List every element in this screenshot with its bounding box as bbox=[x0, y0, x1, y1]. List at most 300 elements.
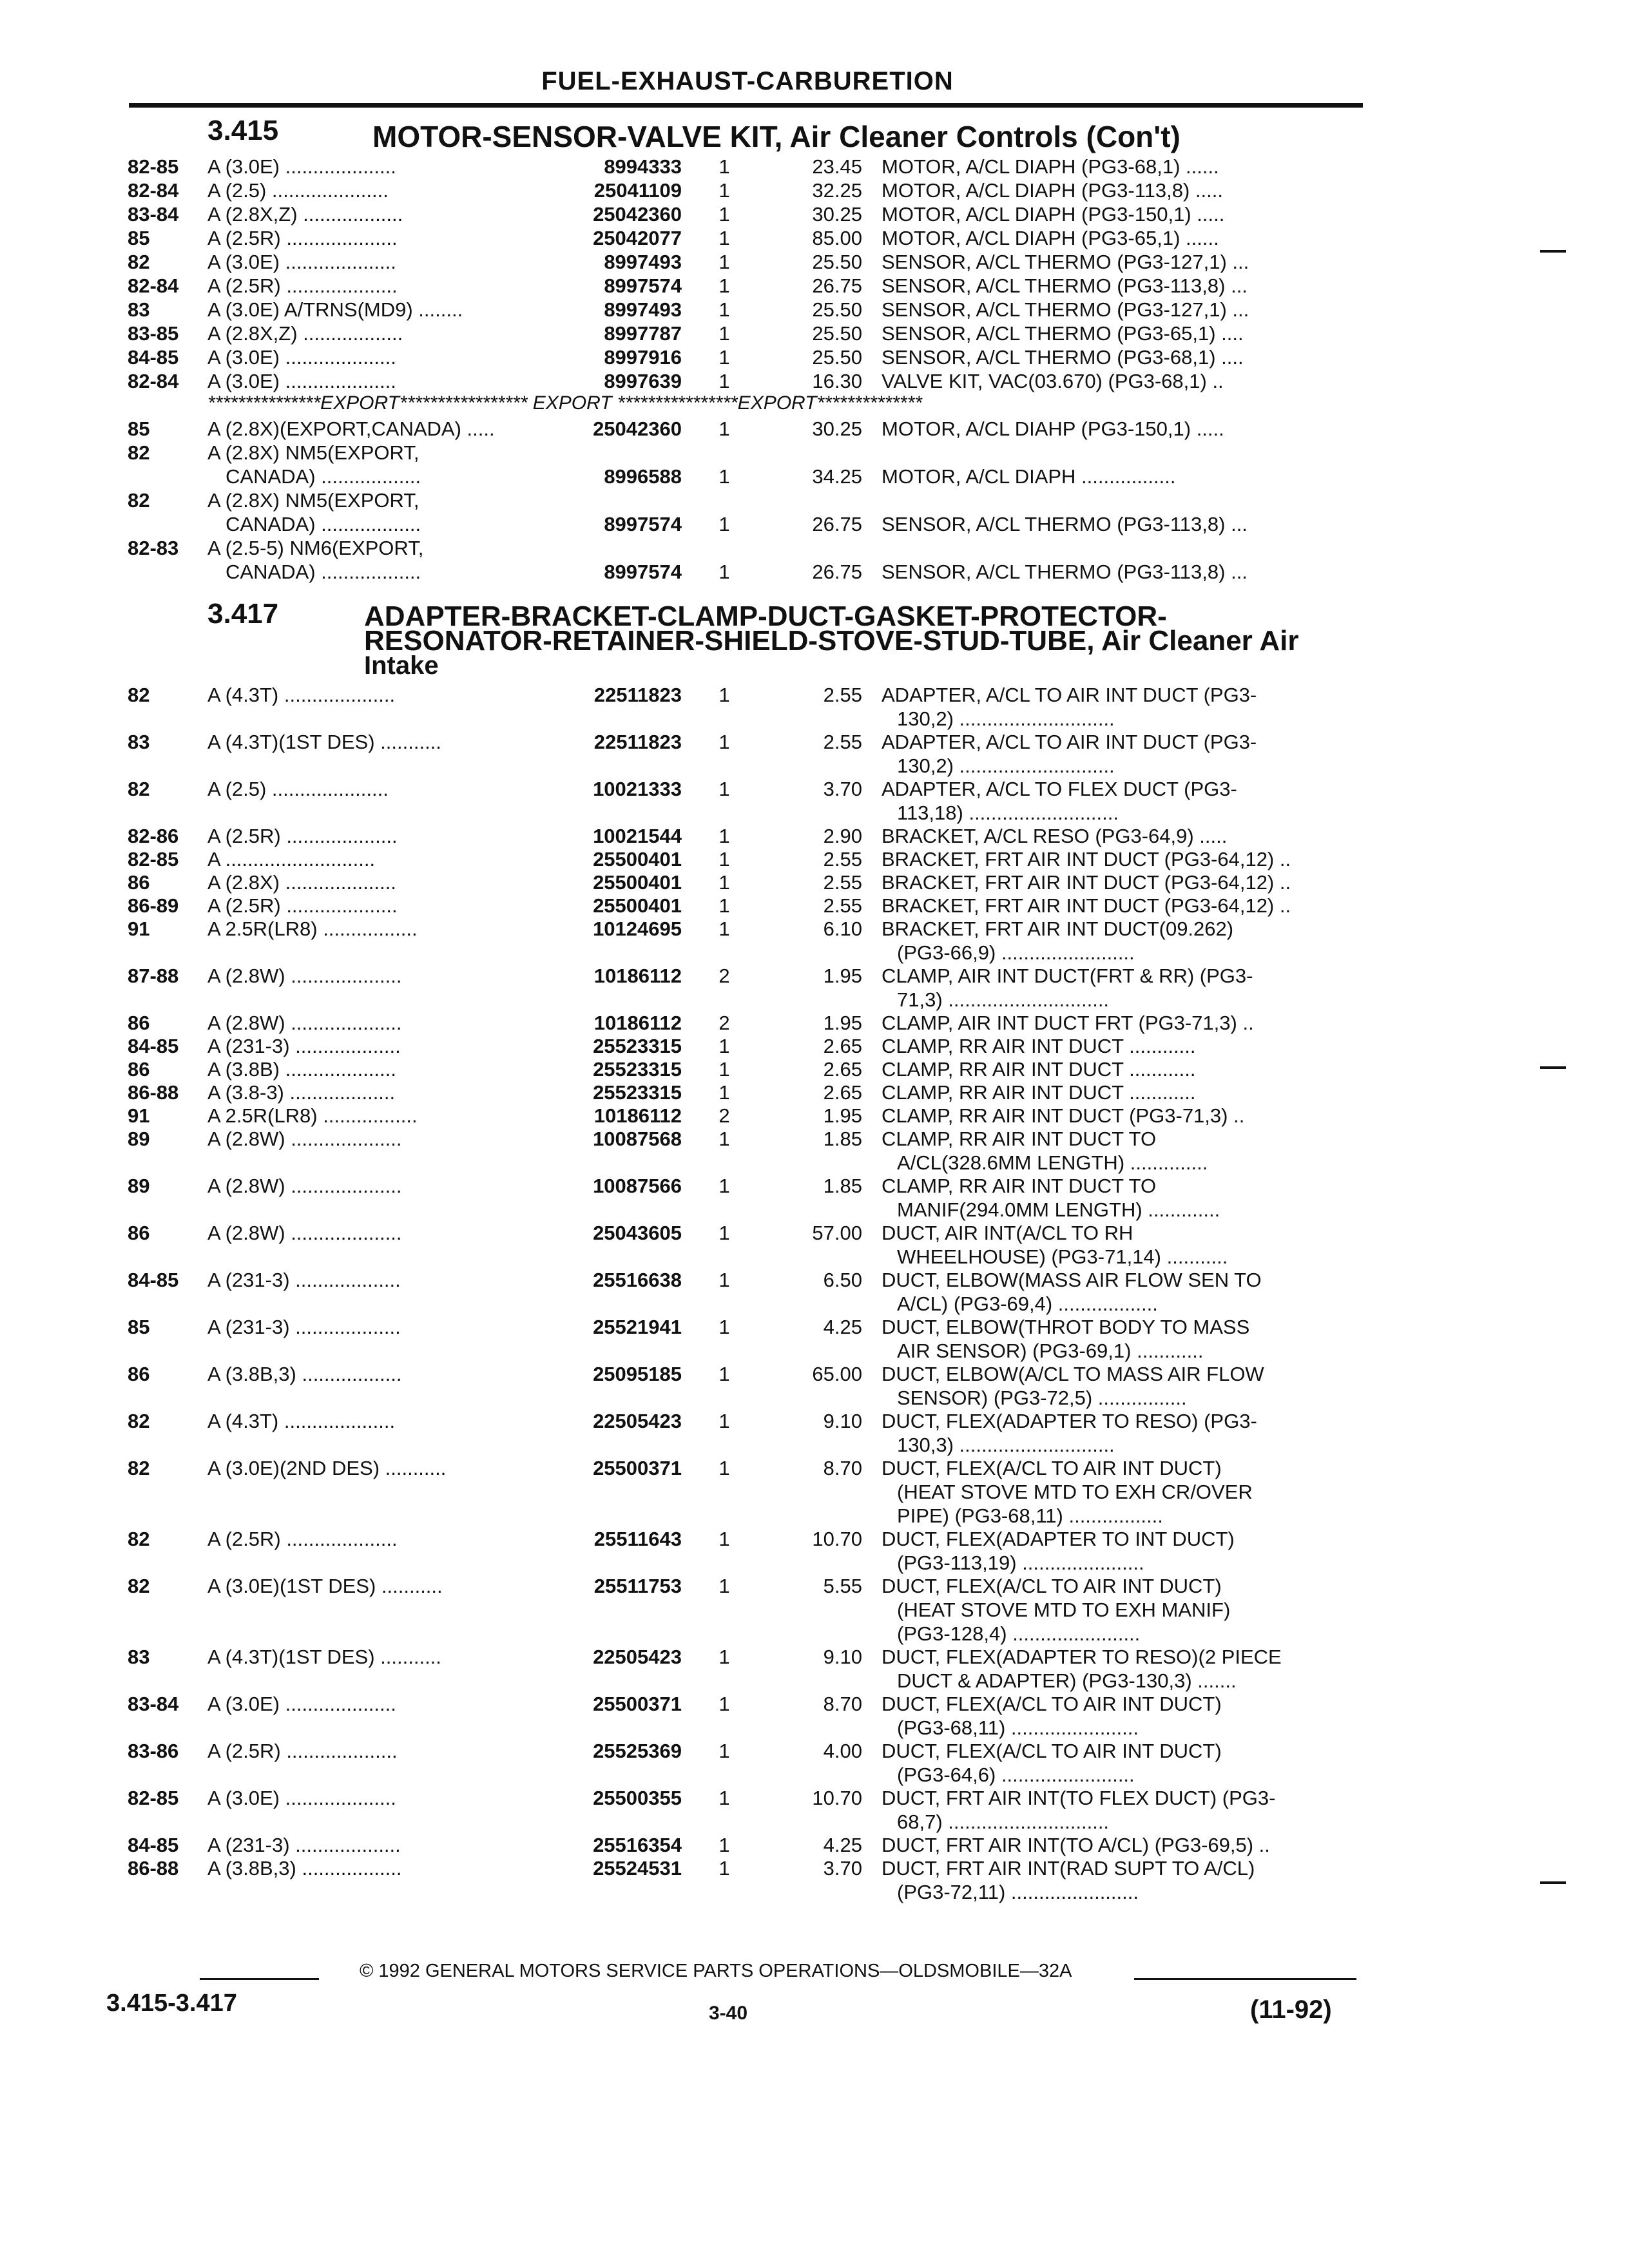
part-number: 25042077 bbox=[593, 227, 682, 249]
description-cont: A/CL) (PG3-69,4) .................. bbox=[897, 1293, 1158, 1315]
description-cont: AIR SENSOR) (PG3-69,1) ............ bbox=[897, 1340, 1204, 1362]
page-title: FUEL-EXHAUST-CARBURETION bbox=[541, 67, 954, 95]
application: A (2.8W) .................... bbox=[207, 1128, 402, 1150]
price: 25.50 bbox=[812, 251, 862, 273]
description: DUCT, FLEX(ADAPTER TO INT DUCT) bbox=[882, 1528, 1235, 1550]
model-years: 82 bbox=[128, 489, 150, 512]
quantity: 1 bbox=[718, 561, 730, 583]
model-years: 82-85 bbox=[128, 1787, 179, 1809]
description-cont: 130,2) ............................ bbox=[897, 707, 1115, 730]
description: DUCT, FLEX(A/CL TO AIR INT DUCT) bbox=[882, 1693, 1222, 1715]
model-years: 82 bbox=[128, 1457, 150, 1479]
description: MOTOR, A/CL DIAPH (PG3-113,8) ..... bbox=[882, 179, 1224, 202]
part-number: 25523315 bbox=[593, 1035, 682, 1057]
part-number: 25511753 bbox=[593, 1575, 682, 1597]
quantity: 1 bbox=[718, 1316, 730, 1338]
footer-date: (11-92) bbox=[1250, 1995, 1332, 2024]
quantity: 1 bbox=[718, 684, 730, 706]
quantity: 1 bbox=[718, 465, 730, 488]
model-years: 82 bbox=[128, 684, 150, 706]
description-cont: 68,7) ............................. bbox=[897, 1811, 1110, 1833]
part-number: 25525369 bbox=[593, 1740, 682, 1762]
application: A (3.0E) .................... bbox=[207, 1693, 396, 1715]
quantity: 1 bbox=[718, 1787, 730, 1809]
quantity: 1 bbox=[718, 1081, 730, 1104]
price: 2.55 bbox=[823, 894, 862, 917]
part-number: 25043605 bbox=[593, 1222, 682, 1244]
description: CLAMP, RR AIR INT DUCT ............ bbox=[882, 1081, 1196, 1104]
model-years: 84-85 bbox=[128, 346, 179, 369]
description-cont: 130,3) ............................ bbox=[897, 1434, 1115, 1456]
model-years: 85 bbox=[128, 227, 150, 249]
model-years: 83 bbox=[128, 298, 150, 321]
model-years: 84-85 bbox=[128, 1834, 179, 1856]
part-number: 10186112 bbox=[593, 1104, 682, 1127]
quantity: 1 bbox=[718, 1740, 730, 1762]
part-number: 10087566 bbox=[593, 1175, 682, 1197]
model-years: 82-85 bbox=[128, 848, 179, 870]
description: SENSOR, A/CL THERMO (PG3-113,8) ... bbox=[882, 561, 1248, 583]
part-number: 25095185 bbox=[593, 1363, 682, 1385]
part-number: 25500355 bbox=[593, 1787, 682, 1809]
quantity: 2 bbox=[718, 1104, 730, 1127]
application: A (2.5R) .................... bbox=[207, 1528, 398, 1550]
description-cont: A/CL(328.6MM LENGTH) .............. bbox=[897, 1151, 1208, 1174]
price: 1.85 bbox=[823, 1128, 862, 1150]
price: 8.70 bbox=[823, 1693, 862, 1715]
price: 2.65 bbox=[823, 1035, 862, 1057]
application: A (2.8W) .................... bbox=[207, 1175, 402, 1197]
price: 1.95 bbox=[823, 1104, 862, 1127]
quantity: 1 bbox=[718, 825, 730, 847]
description: MOTOR, A/CL DIAPH (PG3-65,1) ...... bbox=[882, 227, 1219, 249]
price: 30.25 bbox=[812, 418, 862, 440]
price: 2.65 bbox=[823, 1081, 862, 1104]
description: DUCT, FRT AIR INT(RAD SUPT TO A/CL) bbox=[882, 1857, 1255, 1879]
quantity: 1 bbox=[718, 918, 730, 940]
part-number: 8997639 bbox=[604, 370, 682, 392]
description: DUCT, FRT AIR INT(TO FLEX DUCT) (PG3- bbox=[882, 1787, 1276, 1809]
quantity: 1 bbox=[718, 1834, 730, 1856]
model-years: 84-85 bbox=[128, 1269, 179, 1291]
model-years: 82-85 bbox=[128, 155, 179, 178]
price: 4.00 bbox=[823, 1740, 862, 1762]
part-number: 25521941 bbox=[593, 1316, 682, 1338]
application: A (3.8B,3) .................. bbox=[207, 1857, 402, 1879]
application: A (2.5-5) NM6(EXPORT, bbox=[207, 537, 424, 559]
application: A (3.0E) .................... bbox=[207, 346, 396, 369]
part-number: 25516638 bbox=[593, 1269, 682, 1291]
model-years: 82 bbox=[128, 1410, 150, 1432]
model-years: 89 bbox=[128, 1175, 150, 1197]
model-years: 82-84 bbox=[128, 274, 179, 297]
footer-copyright: © 1992 GENERAL MOTORS SERVICE PARTS OPERATIONS—OLDSMOBILE—32A bbox=[360, 1961, 1072, 1981]
quantity: 1 bbox=[718, 1857, 730, 1879]
quantity: 1 bbox=[718, 1222, 730, 1244]
quantity: 1 bbox=[718, 298, 730, 321]
price: 1.95 bbox=[823, 965, 862, 987]
description: BRACKET, FRT AIR INT DUCT (PG3-64,12) .. bbox=[882, 894, 1291, 917]
application: A (231-3) ................... bbox=[207, 1035, 401, 1057]
description: SENSOR, A/CL THERMO (PG3-113,8) ... bbox=[882, 513, 1248, 535]
price: 6.50 bbox=[823, 1269, 862, 1291]
price: 25.50 bbox=[812, 346, 862, 369]
quantity: 1 bbox=[718, 1646, 730, 1668]
model-years: 86 bbox=[128, 1222, 150, 1244]
model-years: 86-88 bbox=[128, 1857, 179, 1879]
quantity: 1 bbox=[718, 1128, 730, 1150]
description: ADAPTER, A/CL TO FLEX DUCT (PG3- bbox=[882, 778, 1237, 800]
part-number: 8996588 bbox=[604, 465, 682, 488]
application: A (2.8W) .................... bbox=[207, 965, 402, 987]
description: VALVE KIT, VAC(03.670) (PG3-68,1) .. bbox=[882, 370, 1224, 392]
description: MOTOR, A/CL DIAHP (PG3-150,1) ..... bbox=[882, 418, 1224, 440]
price: 1.85 bbox=[823, 1175, 862, 1197]
description: CLAMP, RR AIR INT DUCT TO bbox=[882, 1175, 1157, 1197]
quantity: 1 bbox=[718, 1175, 730, 1197]
price: 1.95 bbox=[823, 1012, 862, 1034]
price: 5.55 bbox=[823, 1575, 862, 1597]
part-number: 8997916 bbox=[604, 346, 682, 369]
description-cont: 71,3) ............................. bbox=[897, 988, 1110, 1011]
part-number: 25524531 bbox=[593, 1857, 682, 1879]
quantity: 2 bbox=[718, 1012, 730, 1034]
price: 25.50 bbox=[812, 322, 862, 345]
quantity: 1 bbox=[718, 274, 730, 297]
part-number: 22505423 bbox=[593, 1646, 682, 1668]
application: A ........................... bbox=[207, 848, 376, 870]
quantity: 1 bbox=[718, 370, 730, 392]
part-number: 25500371 bbox=[593, 1457, 682, 1479]
description-cont: (PG3-68,11) ....................... bbox=[897, 1716, 1139, 1739]
description: CLAMP, RR AIR INT DUCT TO bbox=[882, 1128, 1157, 1150]
application: A 2.5R(LR8) ................. bbox=[207, 918, 418, 940]
description-cont: 113,18) ........................... bbox=[897, 802, 1119, 824]
model-years: 82-84 bbox=[128, 179, 179, 202]
price: 4.25 bbox=[823, 1316, 862, 1338]
price: 2.55 bbox=[823, 731, 862, 753]
model-years: 82 bbox=[128, 251, 150, 273]
application: A (3.0E) A/TRNS(MD9) ........ bbox=[207, 298, 463, 321]
part-number: 8997493 bbox=[604, 298, 682, 321]
quantity: 1 bbox=[718, 513, 730, 535]
application: A (3.0E) .................... bbox=[207, 370, 396, 392]
part-number: 22511823 bbox=[593, 684, 682, 706]
footer-section-range: 3.415-3.417 bbox=[106, 1990, 237, 2017]
model-years: 83 bbox=[128, 1646, 150, 1668]
part-number: 25523315 bbox=[593, 1058, 682, 1081]
model-years: 86 bbox=[128, 871, 150, 894]
description: MOTOR, A/CL DIAPH (PG3-68,1) ...... bbox=[882, 155, 1219, 178]
part-number: 10021544 bbox=[593, 825, 682, 847]
quantity: 1 bbox=[718, 731, 730, 753]
price: 8.70 bbox=[823, 1457, 862, 1479]
model-years: 91 bbox=[128, 918, 150, 940]
application: A (4.3T)(1ST DES) ........... bbox=[207, 731, 441, 753]
model-years: 86-89 bbox=[128, 894, 179, 917]
section-title-line: Intake bbox=[364, 651, 439, 680]
price: 26.75 bbox=[812, 274, 862, 297]
model-years: 82 bbox=[128, 778, 150, 800]
price: 57.00 bbox=[812, 1222, 862, 1244]
model-years: 86 bbox=[128, 1012, 150, 1034]
application: A (2.8X) NM5(EXPORT, bbox=[207, 489, 419, 512]
description: DUCT, ELBOW(MASS AIR FLOW SEN TO bbox=[882, 1269, 1262, 1291]
price: 3.70 bbox=[823, 1857, 862, 1879]
application: A (2.5R) .................... bbox=[207, 1740, 398, 1762]
model-years: 86-88 bbox=[128, 1081, 179, 1104]
description-cont: PIPE) (PG3-68,11) ................. bbox=[897, 1504, 1163, 1527]
part-number: 22505423 bbox=[593, 1410, 682, 1432]
price: 23.45 bbox=[812, 155, 862, 178]
description-cont: (HEAT STOVE MTD TO EXH CR/OVER bbox=[897, 1481, 1253, 1503]
part-number: 25042360 bbox=[593, 203, 682, 226]
quantity: 1 bbox=[718, 1035, 730, 1057]
quantity: 1 bbox=[718, 1269, 730, 1291]
part-number: 25500401 bbox=[593, 894, 682, 917]
price: 9.10 bbox=[823, 1410, 862, 1432]
quantity: 1 bbox=[718, 778, 730, 800]
price: 25.50 bbox=[812, 298, 862, 321]
price: 30.25 bbox=[812, 203, 862, 226]
price: 9.10 bbox=[823, 1646, 862, 1668]
application-cont: CANADA) .................. bbox=[226, 465, 421, 488]
application: A (2.8W) .................... bbox=[207, 1012, 402, 1034]
price: 3.70 bbox=[823, 778, 862, 800]
description-cont: (PG3-72,11) ....................... bbox=[897, 1881, 1139, 1903]
part-number: 10124695 bbox=[593, 918, 682, 940]
description: BRACKET, FRT AIR INT DUCT (PG3-64,12) .. bbox=[882, 871, 1291, 894]
application: A (3.0E) .................... bbox=[207, 155, 396, 178]
description-cont: SENSOR) (PG3-72,5) ................ bbox=[897, 1387, 1187, 1409]
description: SENSOR, A/CL THERMO (PG3-113,8) ... bbox=[882, 274, 1248, 297]
description: DUCT, FLEX(A/CL TO AIR INT DUCT) bbox=[882, 1740, 1222, 1762]
description: SENSOR, A/CL THERMO (PG3-68,1) .... bbox=[882, 346, 1244, 369]
application: A (3.0E) .................... bbox=[207, 251, 396, 273]
part-number: 10087568 bbox=[593, 1128, 682, 1150]
application: A (3.8-3) ................... bbox=[207, 1081, 396, 1104]
price: 2.55 bbox=[823, 848, 862, 870]
price: 10.70 bbox=[812, 1528, 862, 1550]
export-banner: ***************EXPORT***************** EXPORT ****************EXPORT************** bbox=[207, 392, 922, 414]
quantity: 1 bbox=[718, 1457, 730, 1479]
description: ADAPTER, A/CL TO AIR INT DUCT (PG3- bbox=[882, 684, 1257, 706]
description: BRACKET, FRT AIR INT DUCT (PG3-64,12) .. bbox=[882, 848, 1291, 870]
application: A 2.5R(LR8) ................. bbox=[207, 1104, 418, 1127]
section-number: 3.415 bbox=[207, 115, 279, 146]
part-number: 25516354 bbox=[593, 1834, 682, 1856]
quantity: 1 bbox=[718, 1058, 730, 1081]
application: A (2.5R) .................... bbox=[207, 825, 398, 847]
description-cont: (PG3-64,6) ........................ bbox=[897, 1763, 1135, 1786]
description: DUCT, FRT AIR INT(TO A/CL) (PG3-69,5) .. bbox=[882, 1834, 1270, 1856]
application: A (2.8W) .................... bbox=[207, 1222, 402, 1244]
application: A (2.5) ..................... bbox=[207, 179, 389, 202]
application: A (231-3) ................... bbox=[207, 1316, 401, 1338]
quantity: 1 bbox=[718, 871, 730, 894]
application: A (4.3T) .................... bbox=[207, 1410, 396, 1432]
section-title: MOTOR-SENSOR-VALVE KIT, Air Cleaner Controls (Con't) bbox=[372, 120, 1181, 153]
description: DUCT, FLEX(ADAPTER TO RESO)(2 PIECE bbox=[882, 1646, 1282, 1668]
part-number: 25500371 bbox=[593, 1693, 682, 1715]
price: 2.55 bbox=[823, 684, 862, 706]
model-years: 83 bbox=[128, 731, 150, 753]
application: A (2.8X)(EXPORT,CANADA) ..... bbox=[207, 418, 495, 440]
model-years: 86 bbox=[128, 1363, 150, 1385]
quantity: 1 bbox=[718, 155, 730, 178]
part-number: 25500401 bbox=[593, 848, 682, 870]
price: 26.75 bbox=[812, 561, 862, 583]
margin-mark bbox=[1540, 1881, 1566, 1884]
model-years: 89 bbox=[128, 1128, 150, 1150]
application-cont: CANADA) .................. bbox=[226, 513, 421, 535]
part-number: 8997574 bbox=[604, 513, 682, 535]
part-number: 8997574 bbox=[604, 274, 682, 297]
model-years: 83-84 bbox=[128, 1693, 179, 1715]
footer-page-number: 3-40 bbox=[709, 2003, 748, 2024]
part-number: 25511643 bbox=[593, 1528, 682, 1550]
description: DUCT, FLEX(ADAPTER TO RESO) (PG3- bbox=[882, 1410, 1257, 1432]
application: A (2.5R) .................... bbox=[207, 274, 398, 297]
application: A (2.8X,Z) .................. bbox=[207, 203, 403, 226]
quantity: 1 bbox=[718, 1528, 730, 1550]
footer-rule-right bbox=[1134, 1978, 1356, 1980]
description: SENSOR, A/CL THERMO (PG3-127,1) ... bbox=[882, 298, 1249, 321]
description: CLAMP, RR AIR INT DUCT (PG3-71,3) .. bbox=[882, 1104, 1245, 1127]
description: MOTOR, A/CL DIAPH ................. bbox=[882, 465, 1176, 488]
description-cont: (PG3-66,9) ........................ bbox=[897, 941, 1135, 964]
quantity: 1 bbox=[718, 1693, 730, 1715]
part-number: 25042360 bbox=[593, 418, 682, 440]
application: A (2.5R) .................... bbox=[207, 894, 398, 917]
model-years: 91 bbox=[128, 1104, 150, 1127]
part-number: 8994333 bbox=[604, 155, 682, 178]
part-number: 25500401 bbox=[593, 871, 682, 894]
model-years: 83-86 bbox=[128, 1740, 179, 1762]
application: A (3.0E) .................... bbox=[207, 1787, 396, 1809]
description: SENSOR, A/CL THERMO (PG3-65,1) .... bbox=[882, 322, 1244, 345]
model-years: 83-84 bbox=[128, 203, 179, 226]
description: CLAMP, RR AIR INT DUCT ............ bbox=[882, 1058, 1196, 1081]
description-cont: (HEAT STOVE MTD TO EXH MANIF) bbox=[897, 1599, 1231, 1621]
description: SENSOR, A/CL THERMO (PG3-127,1) ... bbox=[882, 251, 1249, 273]
part-number: 10186112 bbox=[593, 1012, 682, 1034]
quantity: 1 bbox=[718, 251, 730, 273]
application: A (4.3T)(1ST DES) ........... bbox=[207, 1646, 441, 1668]
price: 26.75 bbox=[812, 513, 862, 535]
price: 65.00 bbox=[812, 1363, 862, 1385]
application: A (4.3T) .................... bbox=[207, 684, 396, 706]
description: DUCT, FLEX(A/CL TO AIR INT DUCT) bbox=[882, 1575, 1222, 1597]
section-number: 3.417 bbox=[207, 598, 279, 629]
model-years: 82 bbox=[128, 1528, 150, 1550]
application: A (231-3) ................... bbox=[207, 1834, 401, 1856]
description: DUCT, ELBOW(A/CL TO MASS AIR FLOW bbox=[882, 1363, 1264, 1385]
quantity: 2 bbox=[718, 965, 730, 987]
quantity: 1 bbox=[718, 179, 730, 202]
description: DUCT, AIR INT(A/CL TO RH bbox=[882, 1222, 1133, 1244]
price: 85.00 bbox=[812, 227, 862, 249]
description-cont: (PG3-113,19) ...................... bbox=[897, 1552, 1144, 1574]
price: 2.65 bbox=[823, 1058, 862, 1081]
part-number: 25041109 bbox=[593, 179, 682, 202]
price: 2.90 bbox=[823, 825, 862, 847]
description: CLAMP, RR AIR INT DUCT ............ bbox=[882, 1035, 1196, 1057]
model-years: 87-88 bbox=[128, 965, 179, 987]
model-years: 82-84 bbox=[128, 370, 179, 392]
quantity: 1 bbox=[718, 1363, 730, 1385]
application: A (231-3) ................... bbox=[207, 1269, 401, 1291]
price: 6.10 bbox=[823, 918, 862, 940]
quantity: 1 bbox=[718, 1410, 730, 1432]
description: DUCT, FLEX(A/CL TO AIR INT DUCT) bbox=[882, 1457, 1222, 1479]
description-cont: MANIF(294.0MM LENGTH) ............. bbox=[897, 1198, 1220, 1221]
application: A (3.0E)(1ST DES) ........... bbox=[207, 1575, 443, 1597]
description: MOTOR, A/CL DIAPH (PG3-150,1) ..... bbox=[882, 203, 1225, 226]
quantity: 1 bbox=[718, 894, 730, 917]
section-title-line: ADAPTER-BRACKET-CLAMP-DUCT-GASKET-PROTECTOR- bbox=[364, 601, 1167, 632]
model-years: 85 bbox=[128, 418, 150, 440]
model-years: 85 bbox=[128, 1316, 150, 1338]
part-number: 8997574 bbox=[604, 561, 682, 583]
application: A (2.5) ..................... bbox=[207, 778, 389, 800]
application-cont: CANADA) .................. bbox=[226, 561, 421, 583]
header-rule bbox=[129, 103, 1363, 108]
part-number: 10186112 bbox=[593, 965, 682, 987]
application: A (2.8X) .................... bbox=[207, 871, 396, 894]
price: 4.25 bbox=[823, 1834, 862, 1856]
model-years: 82-86 bbox=[128, 825, 179, 847]
description-cont: (PG3-128,4) ....................... bbox=[897, 1622, 1141, 1645]
part-number: 10021333 bbox=[593, 778, 682, 800]
application: A (2.8X,Z) .................. bbox=[207, 322, 403, 345]
quantity: 1 bbox=[718, 203, 730, 226]
model-years: 82-83 bbox=[128, 537, 179, 559]
description: BRACKET, A/CL RESO (PG3-64,9) ..... bbox=[882, 825, 1228, 847]
part-number: 22511823 bbox=[593, 731, 682, 753]
margin-mark bbox=[1540, 250, 1566, 253]
model-years: 82 bbox=[128, 441, 150, 464]
part-number: 25523315 bbox=[593, 1081, 682, 1104]
price: 16.30 bbox=[812, 370, 862, 392]
quantity: 1 bbox=[718, 1575, 730, 1597]
quantity: 1 bbox=[718, 848, 730, 870]
quantity: 1 bbox=[718, 418, 730, 440]
description-cont: 130,2) ............................ bbox=[897, 754, 1115, 777]
description-cont: DUCT & ADAPTER) (PG3-130,3) ....... bbox=[897, 1669, 1237, 1692]
part-number: 8997787 bbox=[604, 322, 682, 345]
application: A (3.8B,3) .................. bbox=[207, 1363, 402, 1385]
footer-rule-left bbox=[200, 1978, 319, 1980]
description: ADAPTER, A/CL TO AIR INT DUCT (PG3- bbox=[882, 731, 1257, 753]
description: CLAMP, AIR INT DUCT FRT (PG3-71,3) .. bbox=[882, 1012, 1254, 1034]
description: CLAMP, AIR INT DUCT(FRT & RR) (PG3- bbox=[882, 965, 1253, 987]
part-number: 8997493 bbox=[604, 251, 682, 273]
price: 34.25 bbox=[812, 465, 862, 488]
description-cont: WHEELHOUSE) (PG3-71,14) ........... bbox=[897, 1245, 1228, 1268]
quantity: 1 bbox=[718, 346, 730, 369]
price: 10.70 bbox=[812, 1787, 862, 1809]
quantity: 1 bbox=[718, 322, 730, 345]
description: DUCT, ELBOW(THROT BODY TO MASS bbox=[882, 1316, 1250, 1338]
quantity: 1 bbox=[718, 227, 730, 249]
application: A (2.8X) NM5(EXPORT, bbox=[207, 441, 419, 464]
description: BRACKET, FRT AIR INT DUCT(09.262) bbox=[882, 918, 1234, 940]
price: 32.25 bbox=[812, 179, 862, 202]
model-years: 86 bbox=[128, 1058, 150, 1081]
section-title-line: RESONATOR-RETAINER-SHIELD-STOVE-STUD-TUBE, Air Cleaner Air bbox=[364, 625, 1299, 657]
margin-mark bbox=[1540, 1066, 1566, 1069]
